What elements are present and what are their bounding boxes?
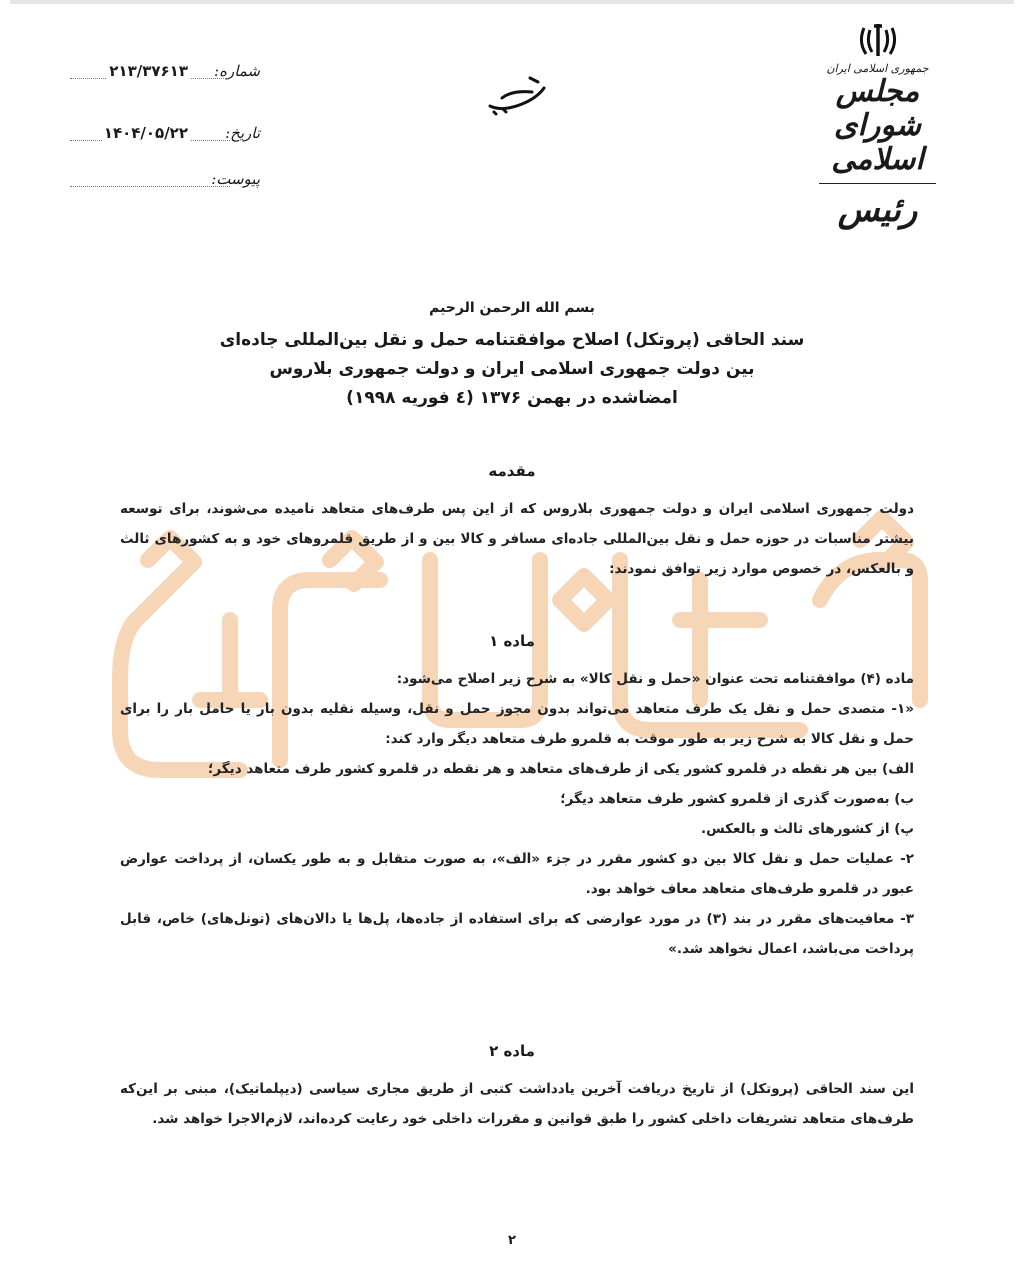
letter-date-field	[70, 124, 260, 146]
article1-line: ۳- معافیت‌های مقرر در بند (۳) در مورد عوارضی که برای استفاده از جاده‌ها، پل‌ها یا دالان‌های (تونل‌های) خاص، قابل پرداخت می‌باشد، اعمال نخواهد شد.»	[120, 911, 914, 957]
letter-number-label: شماره:	[214, 62, 260, 80]
article1-heading: ماده ۱	[489, 632, 535, 650]
emblem-rank: رئیس	[837, 190, 918, 230]
title-line-2: بین دولت جمهوری اسلامی ایران و دولت جمهوری بلاروس	[269, 359, 755, 379]
intro-paragraph	[120, 494, 914, 584]
iran-emblem-icon	[856, 22, 900, 60]
bismihi-taala-calligraphy-icon	[482, 68, 552, 118]
article2-text: این سند الحاقی (پروتکل) از تاریخ دریافت آخرین یادداشت کتبی از طریق مجاری سیاسی (دیپلماتیک)، مبنی بر این‌که طرف‌های متعاهد تشریفات داخلی کشور را طبق قوانین و مقررات داخلی خود رعایت کرده‌اند، لازم‌الاجرا خواهد شد.	[120, 1081, 914, 1127]
letter-date-value: ۱۴۰۴/۰۵/۲۲	[103, 124, 188, 142]
letter-number-field	[70, 62, 260, 84]
letter-date-label: تاریخ:	[225, 124, 260, 142]
emblem-name-line1: مجلس شورای	[834, 74, 921, 143]
article1-line: پ) از کشورهای ثالث و بالعکس.	[700, 821, 914, 837]
title-line-3: امضاشده در بهمن ۱۳۷۶ (٤ فوریه ۱۹۹۸)	[346, 388, 678, 408]
letter-number-value: ۲۱۳/۳۷۶۱۳	[109, 62, 188, 80]
article1-line: ب) به‌صورت گذری از قلمرو کشور طرف متعاهد دیگر؛	[560, 791, 914, 807]
emblem-name-line2: اسلامی	[831, 142, 924, 177]
intro-heading: مقدمه	[488, 462, 536, 480]
article1-line: الف) بین هر نقطه در قلمرو کشور یکی از طرف‌های متعاهد و هر نقطه در قلمرو کشور طرف متعاهد دیگر؛	[207, 761, 914, 777]
article1-body	[120, 664, 914, 964]
attachment-label: پیوست:	[211, 170, 260, 188]
parliament-emblem	[815, 22, 940, 230]
article1-line: ۲- عملیات حمل و نقل کالا بین دو کشور مقرر در جزء «الف»، به صورت متقابل و به طور یکسان، از پرداخت عوارض عبور در قلمرو طرف‌های متعاهد معاف خواهد بود.	[120, 851, 914, 897]
article1-line: ماده (۴) موافقتنامه تحت عنوان «حمل و نقل کالا» به شرح زیر اصلاح می‌شود:	[396, 671, 914, 687]
emblem-subtitle: جمهوری اسلامی ایران	[826, 62, 929, 75]
document-title	[160, 300, 864, 413]
article2-body	[120, 1074, 914, 1134]
title-line-1: سند الحاقی (پروتکل) اصلاح موافقتنامه حمل و نقل بین‌المللی جاده‌ای	[219, 330, 805, 350]
attachment-field	[70, 170, 260, 192]
emblem-divider	[819, 183, 936, 184]
article1-line: «۱- متصدی حمل و نقل یک طرف متعاهد می‌تواند بدون مجوز حمل و نقل، وسیله نقلیه بدون بار یا حامل بار را برای حمل و نقل کالا به شرح زیر به طور موقت به قلمرو طرف متعاهد دیگر وارد کند:	[120, 701, 914, 747]
page-number: ۲	[508, 1233, 516, 1248]
article2-heading: ماده ۲	[489, 1042, 535, 1060]
bismillah: بسم الله الرحمن الرحیم	[429, 300, 595, 316]
intro-text: دولت جمهوری اسلامی ایران و دولت جمهوری بلاروس که از این پس طرف‌های متعاهد نامیده می‌شوند، برای توسعه بیشتر مناسبات در حوزه حمل و نقل بین‌المللی جاده‌ای مسافر و کالا بین و از طریق قلمروهای خود و به کشورهای ثالث و بالعکس، در خصوص موارد زیر توافق نمودند:	[120, 501, 914, 577]
